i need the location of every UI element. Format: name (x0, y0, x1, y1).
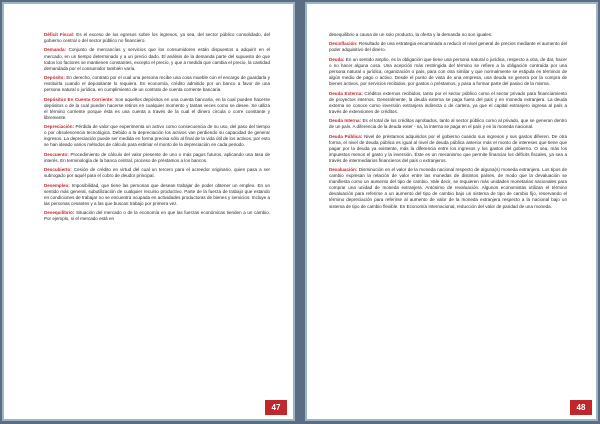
glossary-entry (329, 167, 567, 209)
glossary-term: Deuda Externa: (329, 90, 363, 96)
page-number-left: 47 (265, 400, 287, 415)
glossary-definition: Procedimiento de cálculo del valor presente de uno o más pagos futuros, aplicando una tasa de interés. En terminología de la banca central, proceso de préstamos a los bancos. (44, 151, 270, 163)
glossary-definition: Conjunto de mercancías y servicios que los consumidores están dispuestos a adquirir en el mercado, en un tiempo determinado y a un precio dado. El análisis de la demanda parte del supuesto de que todos los factores se mantienen constantes, excepto el precio, y que a medida que cambia el precio, la cantidad demandada por el consumidor también varía. (44, 47, 270, 71)
glossary-definition: Es el total de los créditos aprobados, tanto al sector público como al privado, que se generan dentro de un país. A diferencia de la deuda exter - na, la interna se paga en el país y en la moneda nacional. (329, 118, 568, 130)
glossary-entry (44, 32, 270, 44)
glossary-term: Depreciación: (44, 124, 75, 130)
glossary-definition: Créditos externos recibidos, tanto por el sector público como el sector privado para financiamiento de proyectos internos. Generalmente, la deuda externa se paga fuera del país y en moneda extranjera. La deuda externa se conoce como inversión extranjera indirecta o de cartera, ya que el capital extranjero ingresa al país a través de extensiones de créditos. (329, 90, 568, 114)
glossary-entry (44, 167, 270, 179)
glossary-definition: Nivel de préstamos adquiridos por el gobierno cuando sus ingresos y sus gastos difieren. De otra forma, el nivel de deuda pública es igual al nivel de deuda pública anterior más el monto de intereses que tiene que pagar por la deuda ya existente, más la diferencia entre los ingresos y los gastos del gobierno. O sea, más los impuestos menos el gasto y la inversión. Éste es un mecanismo que permite financiar los déficits fiscales, ya sea a través de intermediarios financieros del país o extranjeros. (329, 133, 567, 163)
glossary-definition: Disminución en el valor de la moneda nacional respecto de alguna(s) moneda extranjera. Los tipos de cambio expresan la relación de valor entre las monedas de distintos países, de modo que la devaluación se manifiesta como un aumento del tipo de cambio. Vale decir, se requieren más unidades monetarias nacionales para comprar una unidad de moneda extranjera. Antónimo de revaluación. Algunos economistas utilizan el término devaluación para referirse a un aumento del tipo de cambio bajo un sistema de tipo de cambio fijo, reservando el término depreciación para referirse al aumento de valor de la moneda extranjera respecto a la nacional bajo un sistema de tipo de cambio flexible. En Economía Internacional, reducción del valor de paridad de una moneda. (329, 167, 567, 209)
glossary-term: Deuda Pública: (329, 133, 363, 139)
glossary-definition: Situación del mercado o de la economía en que las fuerzas económicas tienden a un cambio. Por ejemplo, si el mercado está en (44, 210, 271, 222)
glossary-entry (329, 41, 567, 53)
glossary-entry (329, 118, 567, 130)
right-page-content (329, 32, 567, 213)
glossary-term: Descuento: (44, 151, 69, 157)
glossary-term: Desinflación: (329, 41, 358, 47)
glossary-entry (44, 210, 270, 222)
glossary-term: Déficit Fiscal: (44, 32, 75, 37)
glossary-definition: Son aquellos depósitos en una cuenta bancaria, en la cual pueden hacerse depósitos o de la cual pueden hacerse retiros en cualquier momento y tantas veces como se desee. Se utiliza el término corriente porque ésta es una cuenta a través de la cual el dinero circula o corre constante y libremente. (44, 96, 271, 120)
left-page-content (44, 32, 270, 226)
glossary-term: Deuda Interna: (329, 118, 362, 124)
glossary-entry (44, 152, 270, 164)
glossary-definition: Es el exceso de los egresos sobre los ingresos, ya sea, del sector público consolidado, del gobierno central o del sector público no financiero. (44, 32, 270, 44)
glossary-entry (329, 134, 567, 164)
glossary-entry (329, 91, 567, 115)
glossary-entry (44, 183, 270, 207)
glossary-term: Desequilibrio: (44, 210, 75, 216)
glossary-entry (329, 57, 567, 87)
glossary-term: Desempleo: (44, 182, 70, 188)
glossary-definition: En un sentido amplio, es la obligación que tiene una persona natural o jurídica, respecto a otra, de dar, hacer o no hacer alguna cosa. Una acepción más restringida del término se refiere a la obligación contraída por una persona natural o jurídica, organización o país, para con otra similar y que normalmente se estipula en términos de algún medio de pago o activo. Desde el punto de vista de una empresa, una deuda se genera por la compra de bienes activos, por servicios recibidos, por gastos o préstamos, y pasa a formar parte del pasivo de la misma. (329, 56, 568, 87)
glossary-definition: desequilibrio a causa de un solo producto, la oferta y la demanda no son iguales. (329, 32, 493, 37)
glossary-term: Depósito: (44, 75, 65, 81)
right-page (305, 2, 598, 421)
glossary-term: Devaluación: (329, 167, 358, 173)
glossary-definition: En derecho, contrato por el cual una persona recibe una cosa mueble con el encargo de guardarla y restituirla cuando el depositante lo requiera. En economía, crédito admitido por un banco a favor de una persona natural o jurídica, en cumplimiento de un contrato de cuenta corriente bancaria. (44, 75, 271, 93)
glossary-term: Demanda: (44, 47, 66, 53)
glossary-term: Deuda: (329, 56, 345, 62)
glossary-entry (44, 124, 270, 148)
left-page (2, 2, 295, 421)
glossary-definition: Pérdida de valor que experimenta un activo como consecuencia de su uso, del paso del tiempo o por obsolescencia tecnológica. Debido a la depreciación los activos van perdiendo su capacidad de generar ingresos. La depreciación puede ser medida en forma precisa sólo al final de la vida útil de los activos, por esto se han ideado varios métodos de cálculo para estimar el monto de la depreciación en cada periodo. (44, 124, 271, 148)
glossary-entry (44, 47, 270, 71)
glossary-definition: Cesión de crédito en virtud del cual un tercero para el acreedor originario, quien pasa a ser subrogado por aquél para el cobro de deudor principal. (44, 167, 271, 179)
glossary-definition: Resultado de una estrategia encaminada a reducir el nivel general de precios mediante el aumento del poder adquisitivo del dinero. (329, 41, 568, 53)
glossary-entry (329, 32, 567, 38)
page-number-right: 48 (570, 400, 592, 415)
glossary-entry (44, 75, 270, 93)
glossary-definition: Imposibilidad, que tiene las personas que desean trabajar de poder obtener un empleo. En un sentido más general, subutilización de cualquier recurso productivo. Parte de la fuerza de trabajo que estando en condiciones de trabajar no se encuentra ocupada en actividades productoras de bienes y servicios. Incluye a las personas cesantes y a las que buscan trabajo por primera vez. (44, 182, 270, 206)
glossary-entry (44, 97, 270, 121)
glossary-term: Descubierto: (44, 167, 72, 173)
glossary-term: Depósitos En Cuenta Corriente: (44, 96, 114, 102)
